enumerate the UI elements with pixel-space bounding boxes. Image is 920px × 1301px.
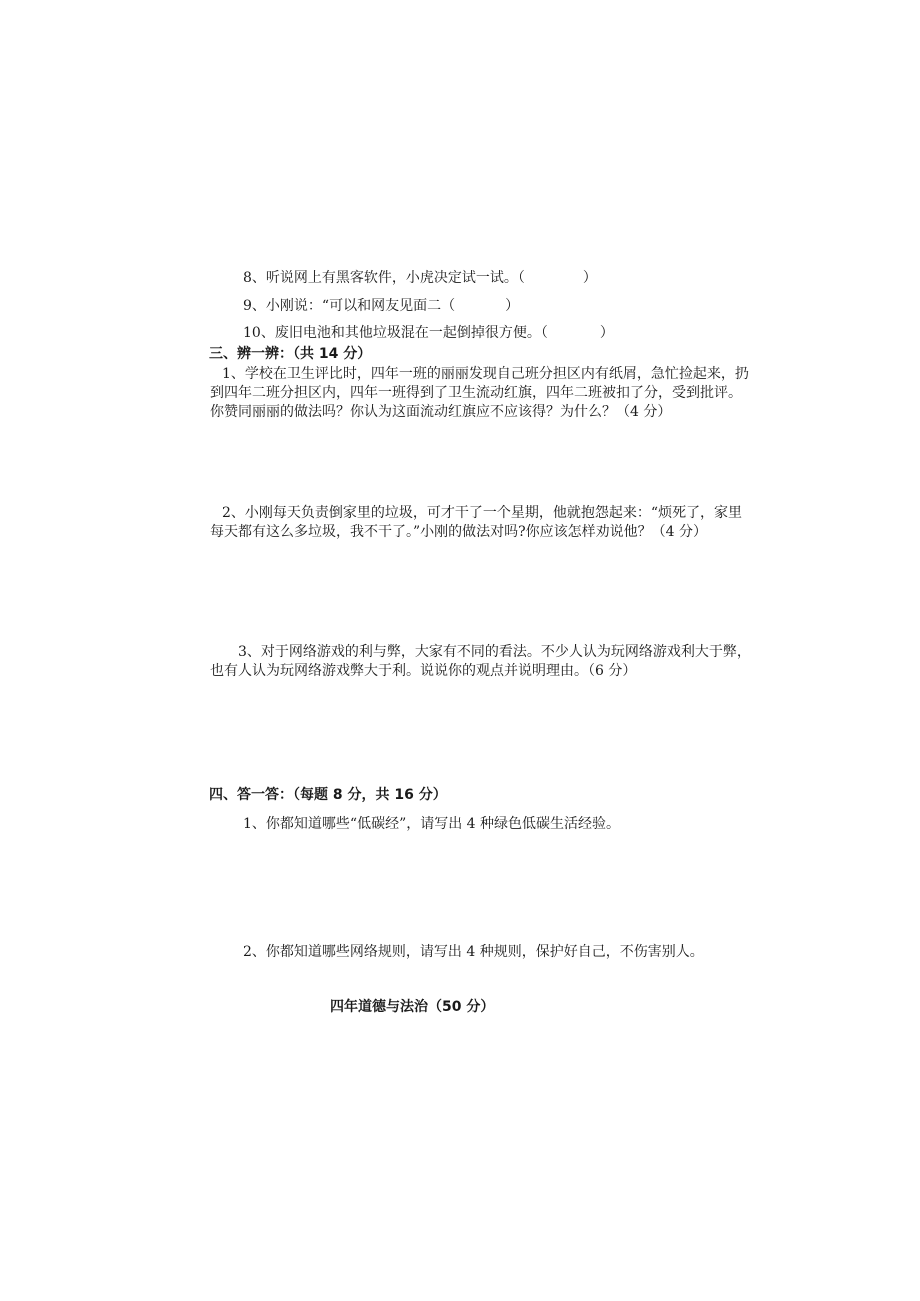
exam-title: 四年道德与法治（50 分）	[330, 999, 495, 1015]
judgement-item-10	[243, 323, 614, 343]
section-four-question-1: 1、你都知道哪些“低碳经”，请写出 4 种绿色低碳生活经验。	[243, 816, 621, 832]
section-three-question-3: 3、对于网络游戏的利与弊，大家有不同的看法。不少人认为玩网络游戏利大于弊，也有人认为玩网络游戏弊大于利。说说你的观点并说明理由。（6 分）	[210, 644, 751, 679]
item-text: 9、小刚说：“可以和网友见面二（	[243, 298, 456, 314]
item-close: ）	[582, 270, 597, 286]
judgement-item-8	[243, 268, 597, 288]
section-four-heading: 四、答一答：（每题 8 分，共 16 分）	[209, 787, 447, 803]
item-close: ）	[505, 298, 520, 314]
judgement-item-9	[243, 296, 519, 316]
item-close: ）	[599, 325, 614, 341]
section-four-question-2: 2、你都知道哪些网络规则，请写出 4 种规则，保护好自己，不伤害别人。	[243, 944, 704, 960]
section-three-question-2: 2、小刚每天负责倒家里的垃圾，可才干了一个星期，他就抱怨起来：“烦死了，家里每天都有这么多垃圾，我不干了。”小刚的做法对吗?你应该怎样劝说他？（4 分）	[210, 505, 743, 540]
section-three-heading: 三、辨一辨：（共 14 分）	[209, 346, 372, 362]
section-three-question-1: 1、学校在卫生评比时，四年一班的丽丽发现自己班分担区内有纸屑，急忙捡起来，扔到四年二班分担区内，四年一班得到了卫生流动红旗，四年二班被扣了分，受到批评。你赞同丽丽的做法吗？你认为这面流动红旗应不应该得？为什么？（4 分）	[210, 366, 749, 420]
item-text: 8、听说网上有黑客软件，小虎决定试一试。（	[243, 270, 525, 286]
item-text: 10、废旧电池和其他垃圾混在一起倒掉很方便。（	[243, 325, 548, 341]
